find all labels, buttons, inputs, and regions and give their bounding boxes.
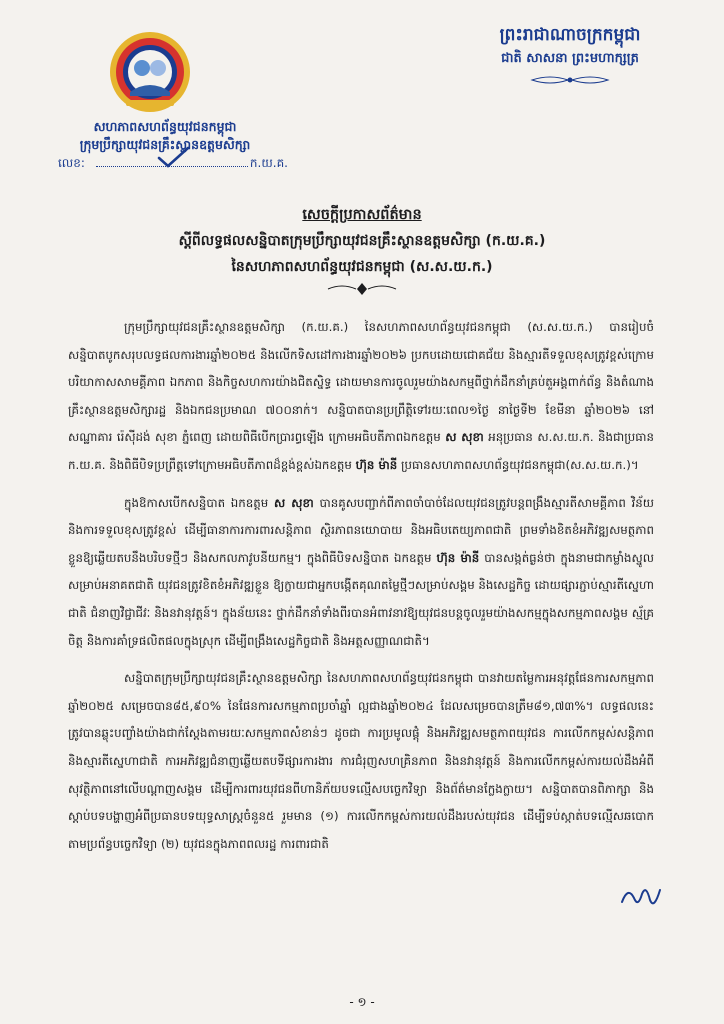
paragraph-2-start: ក្នុងឱកាសបើកសន្និបាត ឯកឧត្តម <box>124 495 274 510</box>
official-name: ហ៊ុន ម៉ានី <box>355 457 398 472</box>
organization-logo <box>108 30 192 114</box>
official-name: ស សុខា <box>273 495 314 510</box>
kingdom-title: ព្រះរាជាណាចក្រកម្ពុជា <box>499 25 641 45</box>
paragraph-2-end: បានសង្កត់ធ្ងន់ថា ក្នុងនាមជាកម្លាំងស្នូលសម្រាប់អនាគតជាតិ យុវជនត្រូវខិតខំអភិវឌ្ឍខ្លួន ឱ្យក្លាយជាអ្នកបង្កើតគុណតម្លៃថ្មីៗសម្រាប់សង្គម និងសេដ្ឋកិច្ច ដោយផ្សារភ្ជាប់ស្មារតីស្នេហាជាតិ ជំនាញវិជ្ជាជីវៈ និងនវានុវត្តន៍។ ក្នុងន័យនេះ ថ្នាក់ដឹកនាំទាំងពីរបានអំពាវនាវឱ្យយុវជនបន្តចូលរួមយ៉ាងសកម្មក្នុងសកម្មភាពសង្គម ស្ម័គ្រចិត្ត និងការគាំទ្រផលិតផលក្នុងស្រុក ដើម្បីពង្រឹងសេដ្ឋកិច្ចជាតិ និងអត្តសញ្ញាណជាតិ។ <box>68 550 655 648</box>
ornament-icon <box>530 74 610 86</box>
paragraph-1 <box>68 314 654 480</box>
paragraph-2-mid: បានគូសបញ្ជាក់ពីភាពចាំបាច់ដែលយុវជនត្រូវបន្តពង្រឹងស្មារតីសាមគ្គីភាព វិន័យ និងការទទួលខុសត្រូវខ្ពស់ ដើម្បីធានាការការពារសន្តិភាព ស្ថិរភាពនយោបាយ និងអធិបតេយ្យភាពជាតិ ព្រមទាំងខិតខំអភិវឌ្ឍសមត្ថភាពខ្លួនឱ្យឆ្លើយតបនឹងបរិបទថ្មីៗ និងសកលភាវូបនីយកម្ម។ ក្នុងពិធីបិទសន្និបាត ឯកឧត្តម <box>68 495 654 565</box>
paragraph-2 <box>68 490 654 656</box>
document-subtitle: ស្តីពីលទ្ធផលសន្និបាតក្រុមប្រឹក្សាយុវជនគ្រឹះស្ថានឧត្តមសិក្សា (ក.យ.គ.) <box>178 233 546 249</box>
paragraph-1-mid: អនុប្រធាន ស.ស.យ.ក. និងជាប្រធាន ក.យ.គ. និងពិធីបិទប្រព្រឹត្តទៅក្រោមអធិបតីភាពដ៏ខ្ពង់ខ្ពស់ឯកឧត្តម <box>68 430 654 472</box>
checkmark-icon <box>156 146 190 168</box>
organization-name-line1: សហភាពសហព័ន្ធយុវជនកម្ពុជា <box>93 119 237 134</box>
handwritten-initial-signature <box>618 880 664 912</box>
document-title: សេចក្តីប្រកាសព័ត៌មាន <box>302 207 422 223</box>
official-name: ហ៊ុន ម៉ានី <box>436 550 480 565</box>
reference-label: លេខ: <box>58 156 85 170</box>
page-number: - ១ - <box>349 995 375 1009</box>
paragraph-3 <box>68 665 654 858</box>
paragraph-1-text: ក្រុមប្រឹក្សាយុវជនគ្រឹះស្ថានឧត្តមសិក្សា (ក.យ.គ.) នៃសហភាពសហព័ន្ធយុវជនកម្ពុជា (ស.ស.យ.ក.) បានរៀបចំសន្និបាតបូកសរុបលទ្ធផលការងារឆ្នាំ២០២៥ និងលើកទិសដៅការងារឆ្នាំ២០២៦ ប្រកបដោយជោគជ័យ និងស្មារតីទទួលខុសត្រូវខ្ពស់ក្រោមបរិយាកាសសាមគ្គីភាព ឯកភាព និងកិច្ចសហការយ៉ាងជិតស្និទ្ធ ដោយមានការចូលរួមយ៉ាងសកម្មពីថ្នាក់ដឹកនាំគ្រប់តួអង្គពាក់ព័ន្ធ និងតំណាងគ្រឹះស្ថានឧត្តមសិក្សារដ្ឋ និងឯកជនប្រមាណ ៧០០នាក់។ សន្និបាតបានប្រព្រឹត្តិទៅរយៈពេល១ថ្ងៃ នាថ្ងៃទី២ ខែមីនា ឆ្នាំ២០២៦ នៅសណ្ឋាគារ រ៉េស៊ីដង់ សុខា ភ្នំពេញ ដោយពិធីបើកប្រារព្ធឡើង ក្រោមអធិបតីភាពឯកឧត្តម <box>68 320 654 445</box>
paragraph-1-end: ប្រធានសហភាពសហព័ន្ធយុវជនកម្ពុជា(ស.ស.យ.ក.)។ <box>397 457 639 472</box>
reference-number <box>58 154 288 174</box>
kingdom-motto: ជាតិ សាសនា ព្រះមហាក្សត្រ <box>501 51 639 66</box>
kingdom-header <box>470 22 670 86</box>
official-name: ស សុខា <box>445 430 484 445</box>
title-divider-ornament-icon <box>326 282 398 296</box>
paragraph-3-text: សន្និបាតក្រុមប្រឹក្សាយុវជនគ្រឹះស្ថានឧត្តមសិក្សា នៃសហភាពសហព័ន្ធយុវជនកម្ពុជា បានវាយតម្លៃការអនុវត្តផែនការសកម្មភាពឆ្នាំ២០២៥ សម្រេចបាន៨៥,៩០% នៃផែនការសកម្មភាពប្រចាំឆ្នាំ ល្អជាងឆ្នាំ២០២៤ ដែលសម្រេចបានត្រឹម៨១,៧៣%។ លទ្ធផលនេះ ត្រូវបានឆ្លុះបញ្ចាំងយ៉ាងជាក់ស្តែងតាមរយៈសកម្មភាពសំខាន់ៗ ដូចជា ការប្រមូលផ្តុំ និងអភិវឌ្ឍសមត្ថភាពយុវជន ការលើកកម្ពស់សន្តិភាព និងស្មារតីស្នេហាជាតិ ការអភិវឌ្ឍជំនាញឆ្លើយតបទីផ្សារការងារ ការជំរុញសហគ្រិនភាព និងនវានុវត្តន៍ និងការលើកកម្ពស់ការយល់ដឹងអំពីសុវត្ថិភាពនៅលើបណ្តាញសង្គម ដើម្បីការពារយុវជនពីហានិភ័យបទល្មើសបច្ចេកវិទ្យា និងព័ត៌មានក្លែងក្លាយ។ សន្និបាតបានពិភាក្សា និងស្តាប់បទបង្ហាញអំពីប្រធានបទយុទ្ធសាស្ត្រចំនួន៥ រួមមាន (១) ការលើកកម្ពស់ការយល់ដឹងរបស់យុវជន ដើម្បីទប់ស្កាត់បទល្មើសឆបោកតាមប្រព័ន្ធបច្ចេកវិទ្យា (២) យុវជនក្នុងភាពពលរដ្ឋ ការពារជាតិ <box>68 671 654 851</box>
reference-suffix: ក.យ.គ. <box>249 156 288 170</box>
document-subtitle-2: នៃសហភាពសហព័ន្ធយុវជនកម្ពុជា (ស.ស.យ.ក.) <box>231 259 493 275</box>
document-body <box>68 314 654 868</box>
document-title-block <box>120 202 604 280</box>
organization-name-line2: ក្រុមប្រឹក្សាយុវជនគ្រឹះស្ថានឧត្តមសិក្សា <box>79 137 251 152</box>
